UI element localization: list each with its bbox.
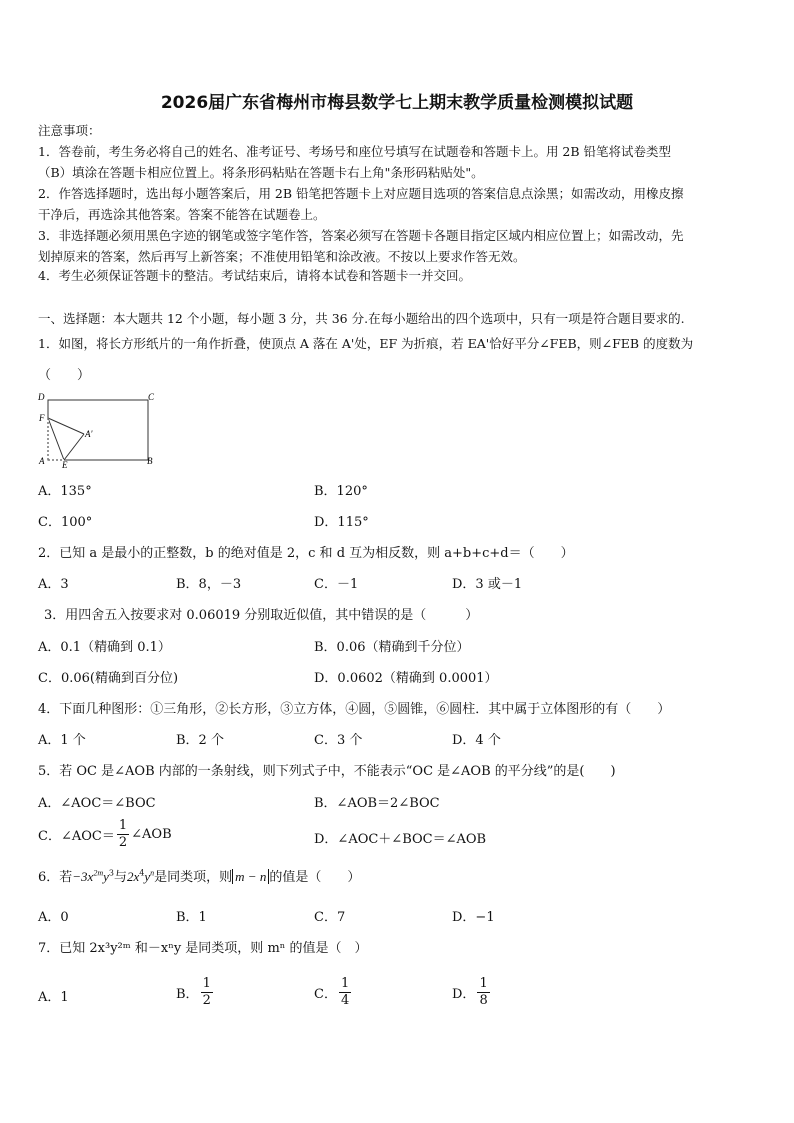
rectangle-abcd bbox=[48, 400, 148, 460]
q6-term2-y: y bbox=[144, 869, 151, 884]
note-line: 1．答卷前，考生务必将自己的姓名、准考证号、考场号和座位号填写在试题卷和答题卡上。用 2B 铅笔将试卷类型 bbox=[38, 144, 672, 159]
q3-option-b: B．0.06（精确到千分位） bbox=[314, 640, 470, 655]
q5-option-d: D．∠AOC＋∠BOC＝∠AOB bbox=[314, 832, 487, 847]
fraction-denominator: 8 bbox=[479, 992, 488, 1008]
note-line: 4．考生必须保证答题卡的整洁。考试结束后，请将本试卷和答题卡一并交回。 bbox=[38, 268, 471, 283]
q1-option-d: D．115° bbox=[314, 515, 369, 530]
note-line: 划掉原来的答案，然后再写上新答案；不准使用铅笔和涂改液。不按以上要求作答无效。 bbox=[38, 249, 526, 264]
q7-option-d bbox=[452, 972, 492, 1012]
q6-term1-y: y bbox=[103, 869, 109, 884]
fraction-one-quarter bbox=[339, 976, 351, 1009]
q1-option-c: C．100° bbox=[38, 515, 93, 530]
question-2-stem: 2．已知 a 是最小的正整数，b 的绝对值是 2，c 和 d 互为相反数，则 a+b+c+d＝（ ） bbox=[38, 546, 574, 561]
question-4-stem: 4．下面几种图形：①三角形，②长方形，③立方体，④圆，⑤圆锥，⑥圆柱．其中属于立体图形的有（ ） bbox=[38, 702, 671, 717]
q6-term1-exp: 2m bbox=[93, 868, 104, 878]
fraction-numerator: 1 bbox=[118, 817, 128, 833]
fraction-one-eighth bbox=[477, 976, 489, 1009]
note-line: 干净后，再选涂其他答案。答案不能答在试题卷上。 bbox=[38, 207, 326, 222]
fraction-one-half bbox=[201, 976, 213, 1009]
q7-option-c-label: C． bbox=[314, 986, 337, 1002]
q6-term2-exp: 4 bbox=[139, 868, 145, 878]
fraction-denominator: 4 bbox=[340, 992, 350, 1008]
question-5-stem: 5．若 OC 是∠AOB 内部的一条射线，则下列式子中，不能表示“OC 是∠AOB 的平分线”的是( ) bbox=[38, 764, 616, 779]
segment-ea1 bbox=[64, 434, 84, 460]
q7-option-c bbox=[314, 972, 353, 1012]
q3-option-a: A．0.1（精确到 0.1） bbox=[38, 640, 171, 655]
question-7-stem: 7．已知 2x³y²ᵐ 和－xⁿy 是同类项，则 mⁿ 的值是（ ） bbox=[38, 941, 368, 956]
question-1-stem: 1．如图，将长方形纸片的一角作折叠，使顶点 A 落在 A'处，EF 为折痕，若 EA'恰好平分∠FEB，则∠FEB 的度数为 bbox=[38, 336, 694, 351]
q5-option-c-tail: ∠AOB bbox=[131, 826, 172, 842]
q5-option-a: A．∠AOC＝∠BOC bbox=[38, 796, 156, 811]
notes-heading: 注意事项： bbox=[38, 123, 101, 138]
q4-option-c: C．3 个 bbox=[314, 733, 363, 748]
q7-option-a: A．1 bbox=[38, 990, 69, 1005]
q4-option-d: D．4 个 bbox=[452, 733, 501, 748]
section-heading: 一、选择题：本大题共 12 个小题，每小题 3 分，共 36 分.在每小题给出的四个选项中，只有一项是符合题目要求的. bbox=[38, 311, 685, 326]
q5-option-c bbox=[38, 816, 172, 852]
q6-option-a: A．0 bbox=[38, 910, 69, 925]
q6-option-c: C．7 bbox=[314, 910, 346, 925]
q2-option-d: D．3 或－1 bbox=[452, 577, 523, 592]
question-3-stem: 3．用四舍五入按要求对 0.06019 分别取近似值，其中错误的是（ ） bbox=[44, 608, 479, 623]
q2-option-c: C．－1 bbox=[314, 577, 359, 592]
q7-option-d-label: D． bbox=[452, 986, 476, 1002]
q6-term2-y-exp: n bbox=[150, 868, 155, 878]
q2-option-b: B．8，－3 bbox=[176, 577, 242, 592]
label-b: B bbox=[147, 456, 153, 466]
note-line: 3．非选择题必须用黑色字迹的钢笔或签字笔作答，答案必须写在答题卡各题目指定区域内相应位置上；如需改动，先 bbox=[38, 228, 684, 243]
fraction-numerator: 1 bbox=[479, 975, 488, 991]
q3-option-d: D．0.0602（精确到 0.0001） bbox=[314, 671, 498, 686]
q6-option-b: B．1 bbox=[176, 910, 207, 925]
label-a-prime: A' bbox=[85, 429, 93, 439]
q1-option-b: B．120° bbox=[314, 484, 368, 499]
q5-option-b: B．∠AOB＝2∠BOC bbox=[314, 796, 440, 811]
label-e: E bbox=[62, 460, 68, 470]
label-c: C bbox=[148, 392, 155, 402]
q6-stem-post: 的值是（ ） bbox=[269, 870, 361, 885]
label-a: A bbox=[39, 456, 45, 466]
fraction-numerator: 1 bbox=[340, 975, 350, 991]
q6-term1: −3x bbox=[72, 869, 94, 884]
note-line: 2．作答选择题时，选出每小题答案后，用 2B 铅笔把答题卡上对应题目选项的答案信息点涂黑；如需改动，用橡皮擦 bbox=[38, 186, 684, 201]
q3-option-c: C．0.06(精确到百分位) bbox=[38, 671, 179, 686]
q5-option-c-label: C．∠AOC＝ bbox=[38, 828, 115, 844]
label-f: F bbox=[39, 413, 45, 423]
fraction-one-half bbox=[117, 818, 129, 851]
q6-stem-pre: 6．若 bbox=[38, 870, 73, 885]
q1-option-a: A．135° bbox=[38, 484, 92, 499]
q6-term1-y-exp: 3 bbox=[108, 868, 114, 878]
q6-option-d: D．−1 bbox=[452, 910, 495, 925]
question-6-stem bbox=[38, 866, 360, 885]
q6-absolute-value: m − n bbox=[232, 869, 269, 884]
q7-option-b bbox=[176, 972, 215, 1012]
q7-option-b-label: B． bbox=[176, 986, 199, 1002]
label-d: D bbox=[38, 392, 45, 402]
q4-option-a: A．1 个 bbox=[38, 733, 86, 748]
q6-term2: 2x bbox=[127, 869, 140, 884]
q2-option-a: A．3 bbox=[38, 577, 69, 592]
fraction-denominator: 2 bbox=[202, 992, 211, 1008]
q6-mid: 与 bbox=[113, 870, 127, 885]
q6-stem-mid: 是同类项，则 bbox=[154, 870, 233, 885]
question-1-figure bbox=[36, 390, 166, 470]
page-title: 2026届广东省梅州市梅县数学七上期末教学质量检测模拟试题 bbox=[160, 93, 634, 113]
question-1-paren: （ ） bbox=[38, 368, 91, 383]
fraction-numerator: 1 bbox=[202, 975, 211, 991]
note-line: （B）填涂在答题卡相应位置上。将条形码粘贴在答题卡右上角"条形码粘贴处"。 bbox=[38, 165, 484, 180]
fraction-denominator: 2 bbox=[118, 834, 128, 850]
q4-option-b: B．2 个 bbox=[176, 733, 224, 748]
